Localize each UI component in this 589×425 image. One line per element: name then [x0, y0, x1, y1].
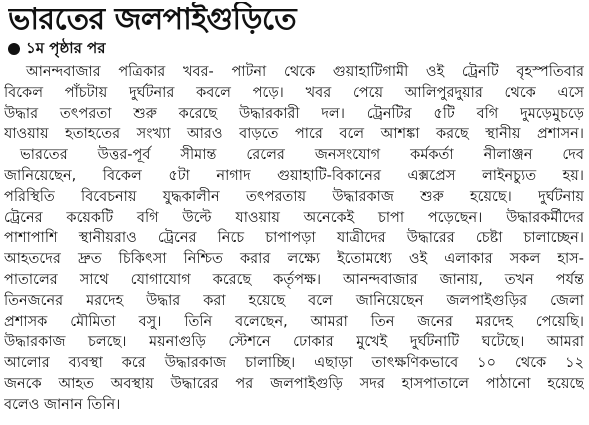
- article-line: আহতদের দ্রুত চিকিৎসা নিশ্চিত করার লক্ষ্যে ইতোমধ্যে ওই এলাকার সকল হাস-: [4, 251, 584, 268]
- article-line: জানিয়েছেন, বিকেল ৫টা নাগাদ গুয়াহাটি-বিকানের এক্সপ্রেস লাইনচ্যুত হয়।: [4, 167, 584, 184]
- article-line: বলেও জানান তিনি।: [4, 396, 121, 413]
- article-line: আলোর ব্যবস্থা করে উদ্ধারকাজ চালাচ্ছি। এছাড়া তাৎক্ষণিকভাবে ১০ থেকে ১২: [4, 355, 584, 372]
- bullet-icon: [8, 43, 20, 55]
- article-line: জনকে আহত অবস্থায় উদ্ধারের পর জলপাইগুড়ি সদর হাসপাতালে পাঠানো হয়েছে: [4, 375, 584, 392]
- article-line: তিনজনের মরদেহ উদ্ধার করা হয়েছে বলে জানিয়েছেন জলপাইগুড়ির জেলা: [4, 292, 584, 309]
- article-line: আনন্দবাজার পত্রিকার খবর- পাটনা থেকে গুয়াহাটিগামী ওই ট্রেনটি বৃহস্পতিবার: [26, 64, 584, 80]
- continuation-label: ১ম পৃষ্ঠার পর: [26, 38, 106, 57]
- article-line: পরিস্থিতি বিবেচনায় যুদ্ধকালীন তৎপরতায় উদ্ধারকাজ শুরু হয়েছে। দুর্ঘটনায়: [4, 188, 584, 205]
- article-line: উদ্ধার তৎপরতা শুরু করেছে উদ্ধারকারী দল। ট্রেনটির ৫টি বগি দুমড়েমুচড়ে: [4, 105, 584, 122]
- article-line: বিকেল পাঁচটায় দুর্ঘটনার কবলে পড়ে। খবর পেয়ে আলিপুরদুয়ার থেকে এসে: [4, 84, 584, 101]
- article-line: ভারতের উত্তর-পূর্ব সীমান্ত রেলের জনসংযোগ কর্মকর্তা নীলাঞ্জন দেব: [20, 147, 584, 164]
- article-line: উদ্ধারকাজ চলছে। ময়নাগুড়ি স্টেশনে ঢোকার মুখেই দুর্ঘটনাটি ঘটেছে। আমরা: [4, 334, 584, 351]
- article-line: পাতালের সাথে যোগাযোগ করেছে কর্তৃপক্ষ। আনন্দবাজার জানায়, তখন পর্যন্ত: [4, 271, 584, 288]
- continuation-marker: [8, 38, 106, 60]
- article-line: প্রশাসক মৌমিতা বসু। তিনি বলেছেন, আমরা তিন জনের মরদেহ পেয়েছি।: [4, 313, 584, 330]
- article-line: ট্রেনের কয়েকটি বগি উল্টে যাওয়ায় অনেকেই চাপা পড়েছেন। উদ্ধারকর্মীদের: [4, 209, 584, 226]
- article-body: [4, 62, 584, 422]
- article-line: যাওয়ায় হতাহতের সংখ্যা আরও বাড়তে পারে বলে আশঙ্কা করছে স্থানীয় প্রশাসন।: [4, 126, 584, 143]
- headline: ভারতের জলপাইগুড়িতে: [8, 2, 297, 37]
- article-line: পাশাপাশি স্থানীয়রাও ট্রেনের নিচে চাপাপড়া যাত্রীদের উদ্ধারের চেষ্টা চালাচ্ছেন।: [4, 230, 584, 247]
